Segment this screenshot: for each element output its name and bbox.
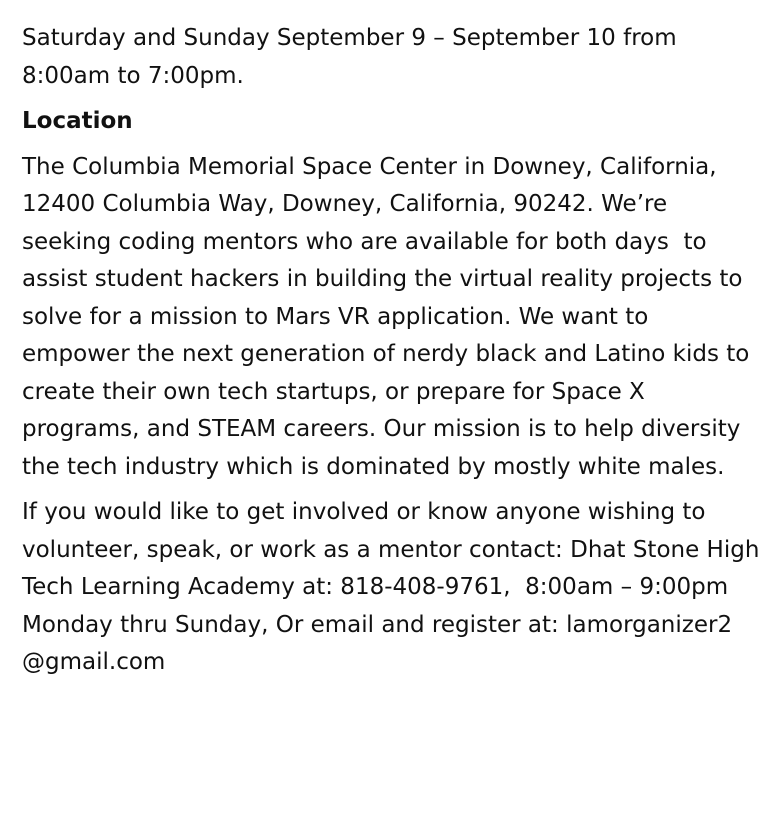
location-line: 12400 Columbia Way, Downey, California, 90242. We’re <box>22 191 668 217</box>
location-line: seeking coding mentors who are available for both days to <box>22 228 707 255</box>
paragraph-spacer <box>22 95 752 103</box>
contact-paragraph <box>22 494 760 682</box>
location-line: solve for a mission to Mars VR application. We want to <box>22 303 649 330</box>
paragraph-spacer <box>22 141 752 149</box>
contact-line: @gmail.com <box>22 649 166 675</box>
schedule-line: Saturday and Sunday September 9 – September 10 from <box>22 25 677 51</box>
contact-line: Monday thru Sunday, Or email and register at: lamorganizer2 <box>22 611 733 638</box>
location-paragraph <box>22 149 752 487</box>
location-line: The Columbia Memorial Space Center in Downey, California, <box>22 153 717 180</box>
contact-line: volunteer, speak, or work as a mentor contact: Dhat Stone High <box>22 536 760 563</box>
schedule-line: 8:00am to 7:00pm. <box>22 62 244 89</box>
contact-line: Tech Learning Academy at: 818-408-9761, 8:00am – 9:00pm <box>22 574 729 600</box>
location-line: create their own tech startups, or prepare for Space X <box>22 378 645 405</box>
location-heading: Location <box>22 108 133 134</box>
location-line: empower the next generation of nerdy black and Latino kids to <box>22 341 750 367</box>
location-line: assist student hackers in building the virtual reality projects to <box>22 266 743 292</box>
contact-line: If you would like to get involved or know anyone wishing to <box>22 499 706 525</box>
location-line: programs, and STEAM careers. Our mission is to help diversity <box>22 416 741 442</box>
location-line: the tech industry which is dominated by mostly white males. <box>22 453 725 480</box>
schedule-paragraph <box>22 20 752 95</box>
document-body <box>22 20 760 682</box>
paragraph-spacer <box>22 486 752 494</box>
